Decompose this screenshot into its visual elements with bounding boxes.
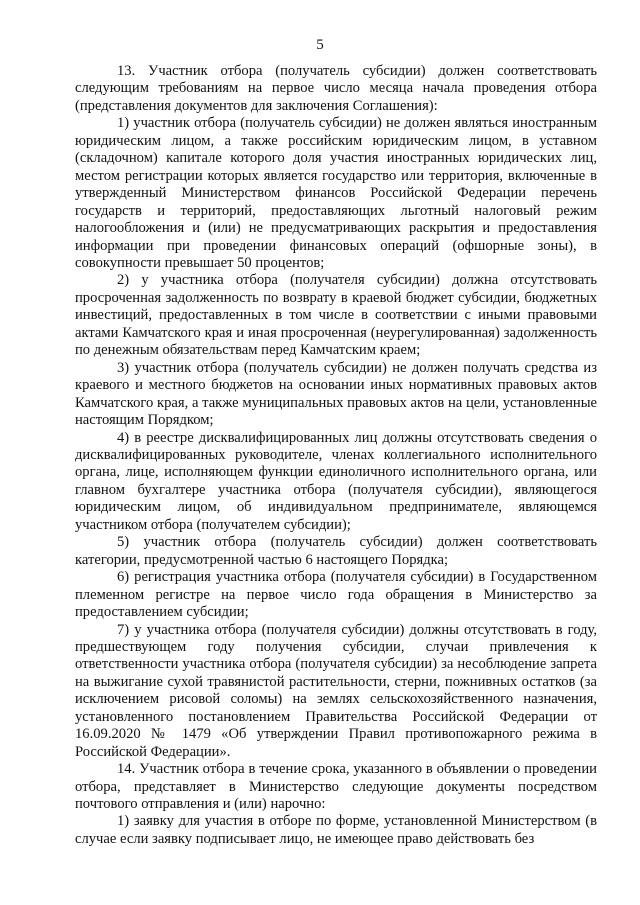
- paragraph-subitem-7: 7) у участника отбора (получателя субсидии) должны отсутствовать в году, предшествующем году получения субсидии, случаи привлечения к ответственности участника отбора (получателя субсидии) за несоблюдение запрета на выжигание сухой травянистой растительности, стерни, пожнивных остатков (за исключением рисовой соломы) на землях сельскохозяйственного назначения, установленного постановлением Правительства Российской Федерации от 16.09.2020 № 1479 «Об утверждении Правил противопожарного режима в Российской Федерации».: [75, 621, 597, 760]
- paragraph-subitem-14-1: 1) заявку для участия в отборе по форме, установленной Министерством (в случае если заявку подписывает лицо, не имеющее право действовать без: [75, 813, 597, 847]
- document-body: [75, 63, 597, 848]
- paragraph-subitem-2: 2) у участника отбора (получателя субсидии) должна отсутствовать просроченная задолженность по возврату в краевой бюджет субсидии, бюджетных инвестиций, предоставленных в том числе в соответствии с иными правовыми актами Камчатского края и иная просроченная (неурегулированная) задолженность по денежным обязательствам перед Камчатским краем;: [75, 272, 597, 359]
- paragraph-subitem-4: 4) в реестре дисквалифицированных лиц должны отсутствовать сведения о дисквалифицированных руководителе, членах коллегиального исполнительного органа, лице, исполняющем функции единоличного исполнительного органа, или главном бухгалтере участника отбора (получателя субсидии), являющегося юридическим лицом, об индивидуальном предпринимателе, являющемся участником отбора (получателем субсидии);: [75, 429, 597, 533]
- paragraph-subitem-5: 5) участник отбора (получатель субсидии) должен соответствовать категории, предусмотренной частью 6 настоящего Порядка;: [75, 534, 597, 568]
- paragraph-subitem-3: 3) участник отбора (получатель субсидии) не должен получать средства из краевого и местного бюджетов на основании иных нормативных правовых актов Камчатского края, а также муниципальных правовых актов на цели, установленные настоящим Порядком;: [75, 359, 597, 429]
- paragraph-item-13: 13. Участник отбора (получатель субсидии) должен соответствовать следующим требованиям на первое число месяца начала проведения отбора (представления документов для заключения Соглашения):: [75, 63, 597, 114]
- page-number: 5: [316, 37, 324, 53]
- paragraph-item-14: 14. Участник отбора в течение срока, указанного в объявлении о проведении отбора, представляет в Министерство следующие документы посредством почтового отправления и (или) нарочно:: [75, 761, 597, 813]
- paragraph-subitem-1: 1) участник отбора (получатель субсидии) не должен являться иностранным юридическим лицом, а также российским юридическим лицом, в уставном (складочном) капитале которого доля участия иностранных юридических лиц, местом регистрации которых является государство или территория, включенные в утвержденный Министерством финансов Российской Федерации перечень государств и территорий, предоставляющих льготный налоговый режим налогообложения и (или) не предусматривающих раскрытия и предоставления информации при проведении финансовых операций (офшорные зоны), в совокупности превышает 50 процентов;: [75, 115, 597, 271]
- paragraph-subitem-6: 6) регистрация участника отбора (получателя субсидии) в Государственном племенном регистре на первое число года обращения в Министерство за предоставлением субсидии;: [75, 569, 597, 621]
